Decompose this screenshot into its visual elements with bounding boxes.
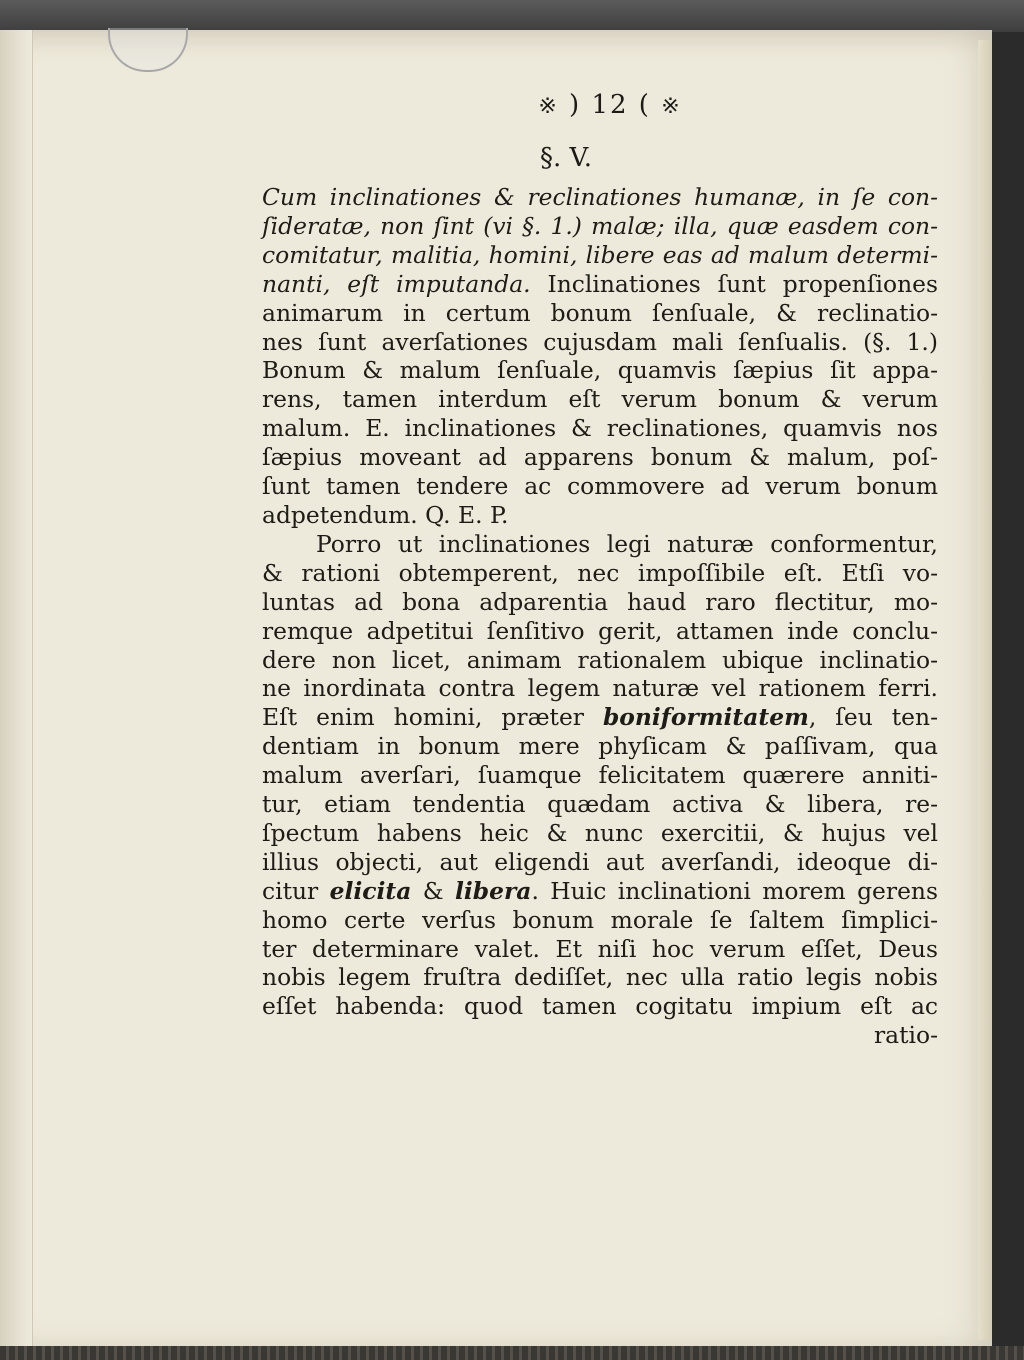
body-text: [262, 183, 938, 1050]
text-line: [262, 906, 938, 935]
text-line: [262, 443, 938, 472]
text-segment: ter determinare valet. Et niſi hoc verum eſſet, Deus: [262, 934, 938, 963]
text-segment: ratio-: [874, 1021, 938, 1050]
page-header: [500, 90, 720, 130]
text-segment: Bonum & malum ſenſuale, quamvis ſæpius ſit appa-: [262, 356, 938, 385]
text-line: [262, 328, 938, 357]
text-segment: tur, etiam tendentia quædam activa & libera, re-: [262, 790, 938, 819]
text-line: [262, 819, 938, 848]
text-segment: animarum in certum bonum ſenſuale, & reclinatio-: [262, 298, 938, 327]
text-line: [262, 1021, 938, 1050]
text-line: [262, 963, 938, 992]
text-line: [262, 790, 938, 819]
text-line: [262, 183, 938, 212]
text-segment: comitatur, malitia, homini, libere eas ad malum determi-: [262, 240, 938, 269]
text-line: [262, 617, 938, 646]
text-segment: ſæpius moveant ad apparens bonum & malum, poſ-: [262, 443, 938, 472]
text-segment: ſunt tamen tendere ac commovere ad verum bonum: [262, 472, 938, 501]
text-line: [262, 559, 938, 588]
text-line: [262, 530, 938, 559]
text-segment: malum averſari, ſuamque felicitatem quærere anniti-: [262, 761, 938, 790]
text-segment: nes ſunt averſationes cujusdam mali ſenſualis. (§. 1.): [262, 327, 938, 356]
text-segment: Inclinationes ſunt propenſiones: [530, 269, 938, 298]
text-line: [262, 848, 938, 877]
text-line: [262, 935, 938, 964]
section-title: §. V.: [540, 143, 593, 173]
text-segment: nanti, eſt imputanda.: [262, 269, 531, 298]
text-line: [262, 674, 938, 703]
text-segment: libera: [454, 876, 532, 905]
text-segment: & rationi obtemperent, nec impoſſibile eſt. Etſi vo-: [262, 558, 938, 587]
text-segment: adpetendum. Q. E. P.: [262, 500, 509, 529]
text-segment: . Huic inclinationi morem gerens: [531, 876, 938, 905]
text-segment: rens, tamen interdum eſt verum bonum & verum: [262, 385, 938, 414]
text-segment: ſpectum habens heic & nunc exercitii, & hujus vel: [262, 818, 938, 847]
text-line: [262, 588, 938, 617]
text-segment: illius objecti, aut eligendi aut averſandi, ideoque di-: [262, 847, 938, 876]
text-line: [262, 241, 938, 270]
text-line: [262, 356, 938, 385]
text-line: [262, 212, 938, 241]
text-segment: eſſet habenda: quod tamen cogitatu impium eſt ac: [262, 992, 938, 1021]
text-line: [262, 992, 938, 1021]
text-segment: , ſeu ten-: [808, 703, 938, 732]
text-segment: ſideratæ, non ſint (vi §. 1.) malæ; illa, quæ easdem con-: [262, 211, 938, 240]
text-segment: elicita: [329, 876, 412, 905]
text-segment: Porro ut inclinationes legi naturæ conformentur,: [316, 529, 938, 558]
text-segment: &: [411, 876, 455, 905]
text-line: [262, 703, 938, 732]
text-segment: dentiam in bonum mere phyſicam & paſſivam, qua: [262, 732, 938, 761]
text-segment: citur: [262, 876, 330, 905]
right-ornament-icon: ※: [661, 94, 682, 119]
text-segment: boniformitatem: [602, 703, 809, 732]
text-segment: homo certe verſus bonum morale ſe ſaltem ſimplici-: [262, 905, 938, 934]
text-line: [262, 501, 938, 530]
text-line: [262, 299, 938, 328]
text-segment: remque adpetitui ſenſitivo gerit, attamen inde conclu-: [262, 616, 938, 645]
text-line: [262, 385, 938, 414]
scan-bottom-border: [0, 1346, 1024, 1360]
page-edge: [978, 40, 992, 1340]
text-segment: Eſt enim homini, præter: [262, 703, 603, 732]
text-line: [262, 646, 938, 675]
text-segment: dere non licet, animam rationalem ubique inclinatio-: [262, 645, 938, 674]
text-segment: malum. E. inclinationes & reclinationes, quamvis nos: [262, 414, 938, 443]
text-line: [262, 877, 938, 906]
page-gutter: [0, 30, 33, 1348]
text-segment: ne inordinata contra legem naturæ vel rationem ferri.: [262, 674, 938, 703]
text-line: [262, 270, 938, 299]
page-number: ) 12 (: [569, 90, 651, 120]
left-ornament-icon: ※: [538, 94, 559, 119]
text-line: [262, 761, 938, 790]
text-segment: Cum inclinationes & reclinationes humanæ, in ſe con-: [262, 183, 938, 211]
text-line: [262, 414, 938, 443]
text-line: [262, 732, 938, 761]
text-segment: nobis legem fruſtra dediſſet, nec ulla ratio legis nobis: [262, 963, 938, 992]
text-segment: luntas ad bona adparentia haud raro flectitur, mo-: [262, 587, 938, 616]
text-line: [262, 472, 938, 501]
